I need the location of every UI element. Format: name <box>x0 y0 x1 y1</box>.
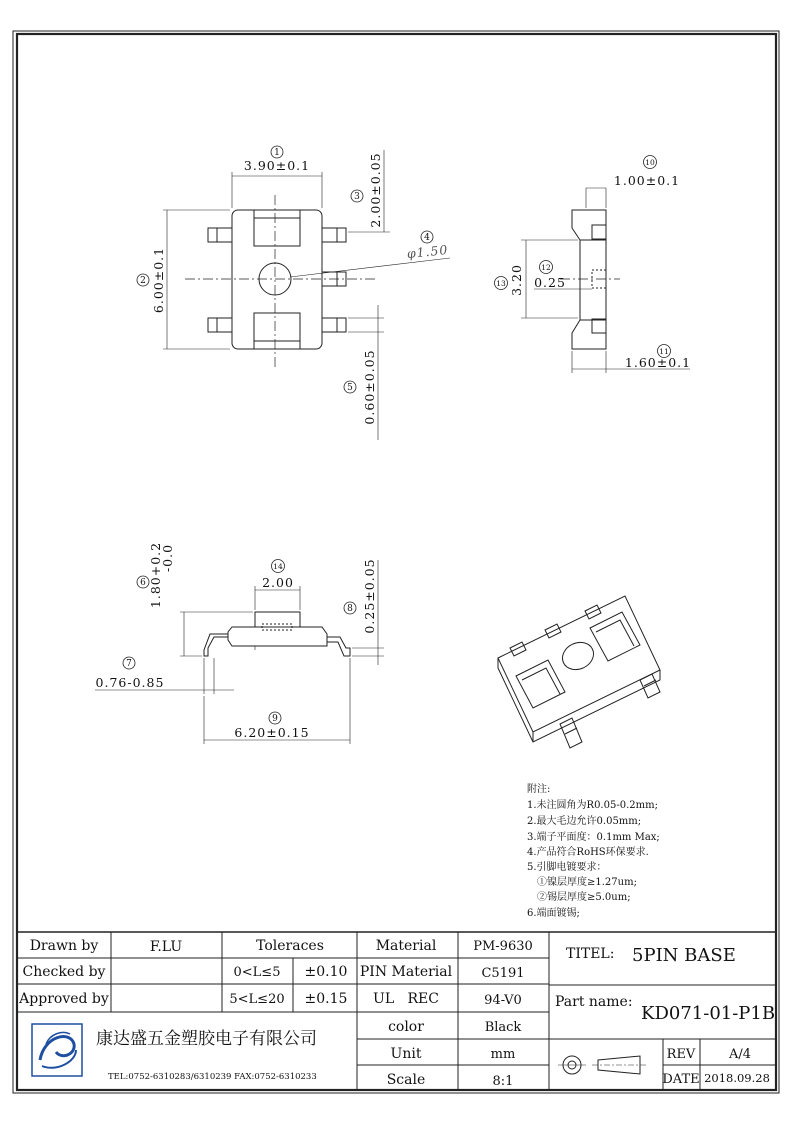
top-view <box>163 150 450 440</box>
material-label: Material <box>375 938 437 954</box>
balloon-13-number: 13 <box>496 279 506 288</box>
dim-14: 2.00 <box>262 575 294 590</box>
swirl-logo-icon <box>32 1024 82 1076</box>
tolerance-value-2: ±0.15 <box>304 991 348 1007</box>
part-name-value: KD071-01-P1B <box>641 1003 776 1024</box>
balloon-6-number: 6 <box>140 578 146 588</box>
dim-6-lower: -0.0 <box>160 543 175 573</box>
balloon-1-number: 1 <box>274 148 280 158</box>
rev-label: REV <box>666 1047 696 1062</box>
dimension-labels <box>96 146 692 740</box>
notes <box>527 782 660 919</box>
dim-12: 0.25 <box>534 275 566 290</box>
balloon-3-number: 3 <box>354 192 360 202</box>
note-line: 2.最大毛边允许0.05mm; <box>527 816 642 827</box>
pin-material-label: PIN Material <box>359 964 453 980</box>
dim-4: φ1.50 <box>406 241 449 262</box>
dim-13: 3.20 <box>509 264 524 296</box>
ul-value: 94-V0 <box>484 993 522 1008</box>
dim-11: 1.60±0.1 <box>624 355 692 370</box>
isometric-view <box>498 596 660 748</box>
front-view <box>95 560 384 744</box>
dim-5: 0.60±0.05 <box>362 349 377 425</box>
title-label: TITEL: <box>566 946 615 962</box>
drawn-by-value: F.LU <box>149 939 183 955</box>
tolerance-range-1: 0<L≤5 <box>233 965 281 980</box>
date-value: 2018.09.28 <box>704 1071 770 1085</box>
balloon-10-number: 10 <box>645 158 655 167</box>
balloon-4-number: 4 <box>424 233 430 243</box>
balloon-2-number: 2 <box>140 276 146 286</box>
date-label: DATE <box>662 1072 700 1087</box>
ul-label: UL REC <box>373 991 439 1007</box>
balloon-12-number: 12 <box>541 263 551 272</box>
drawn-by-label: Drawn by <box>29 938 99 954</box>
dim-1: 3.90±0.1 <box>243 158 311 173</box>
note-line: 3.端子平面度：0.1mm Max; <box>527 832 660 843</box>
company-contact: TEL:0752-6310283/6310239 FAX:0752-6310233 <box>108 1072 317 1082</box>
note-line: ②锡层厚度≥5.0um; <box>537 892 631 903</box>
unit-label: Unit <box>390 1046 422 1062</box>
note-line: 6.端面镀锡; <box>527 908 580 919</box>
color-label: color <box>388 1019 424 1035</box>
checked-by-label: Checked by <box>22 964 106 980</box>
notes-title: 附注: <box>527 784 551 795</box>
dim-2: 6.00±0.1 <box>151 246 166 314</box>
note-line: 1.未注圆角为R0.05-0.2mm; <box>527 800 658 811</box>
dim-6: 1.80+0.2 <box>148 541 163 609</box>
rev-value: A/4 <box>728 1047 752 1062</box>
tolerances-label: Toleraces <box>256 938 324 954</box>
dim-10: 1.00±0.1 <box>613 173 681 188</box>
title-block-text <box>18 938 775 1089</box>
balloon-14-number: 14 <box>273 562 283 571</box>
unit-value: mm <box>490 1047 516 1062</box>
dim-8: 0.25±0.05 <box>362 558 377 634</box>
balloon-5-number: 5 <box>347 383 353 393</box>
note-line: ①镍层厚度≥1.27um; <box>537 877 637 888</box>
title-value: 5PIN BASE <box>632 945 736 966</box>
tolerance-value-1: ±0.10 <box>304 964 348 980</box>
material-value: PM-9630 <box>473 939 533 954</box>
color-value: Black <box>484 1020 522 1035</box>
scale-label: Scale <box>386 1072 426 1088</box>
outer-frame <box>13 31 779 1093</box>
balloon-7-number: 7 <box>126 659 132 669</box>
balloon-11-number: 11 <box>659 347 669 356</box>
dim-7: 0.76-0.85 <box>95 675 165 690</box>
third-angle-projection-icon <box>558 1056 648 1074</box>
note-line: 5.引脚电镀要求： <box>527 862 607 873</box>
part-name-label: Part name: <box>555 994 633 1010</box>
approved-by-label: Approved by <box>19 991 109 1007</box>
dim-9: 6.20±0.15 <box>234 725 310 740</box>
dim-3: 2.00±0.05 <box>368 152 383 228</box>
pin-material-value: C5191 <box>481 966 525 981</box>
balloon-9-number: 9 <box>272 714 278 724</box>
company-name: 康达盛五金塑胶电子有限公司 <box>96 1029 317 1049</box>
balloon-8-number: 8 <box>347 604 353 614</box>
scale-value: 8:1 <box>492 1074 514 1089</box>
tolerance-range-2: 5<L≤20 <box>229 992 285 1007</box>
note-line: 4.产品符合RoHS环保要求. <box>527 847 649 858</box>
